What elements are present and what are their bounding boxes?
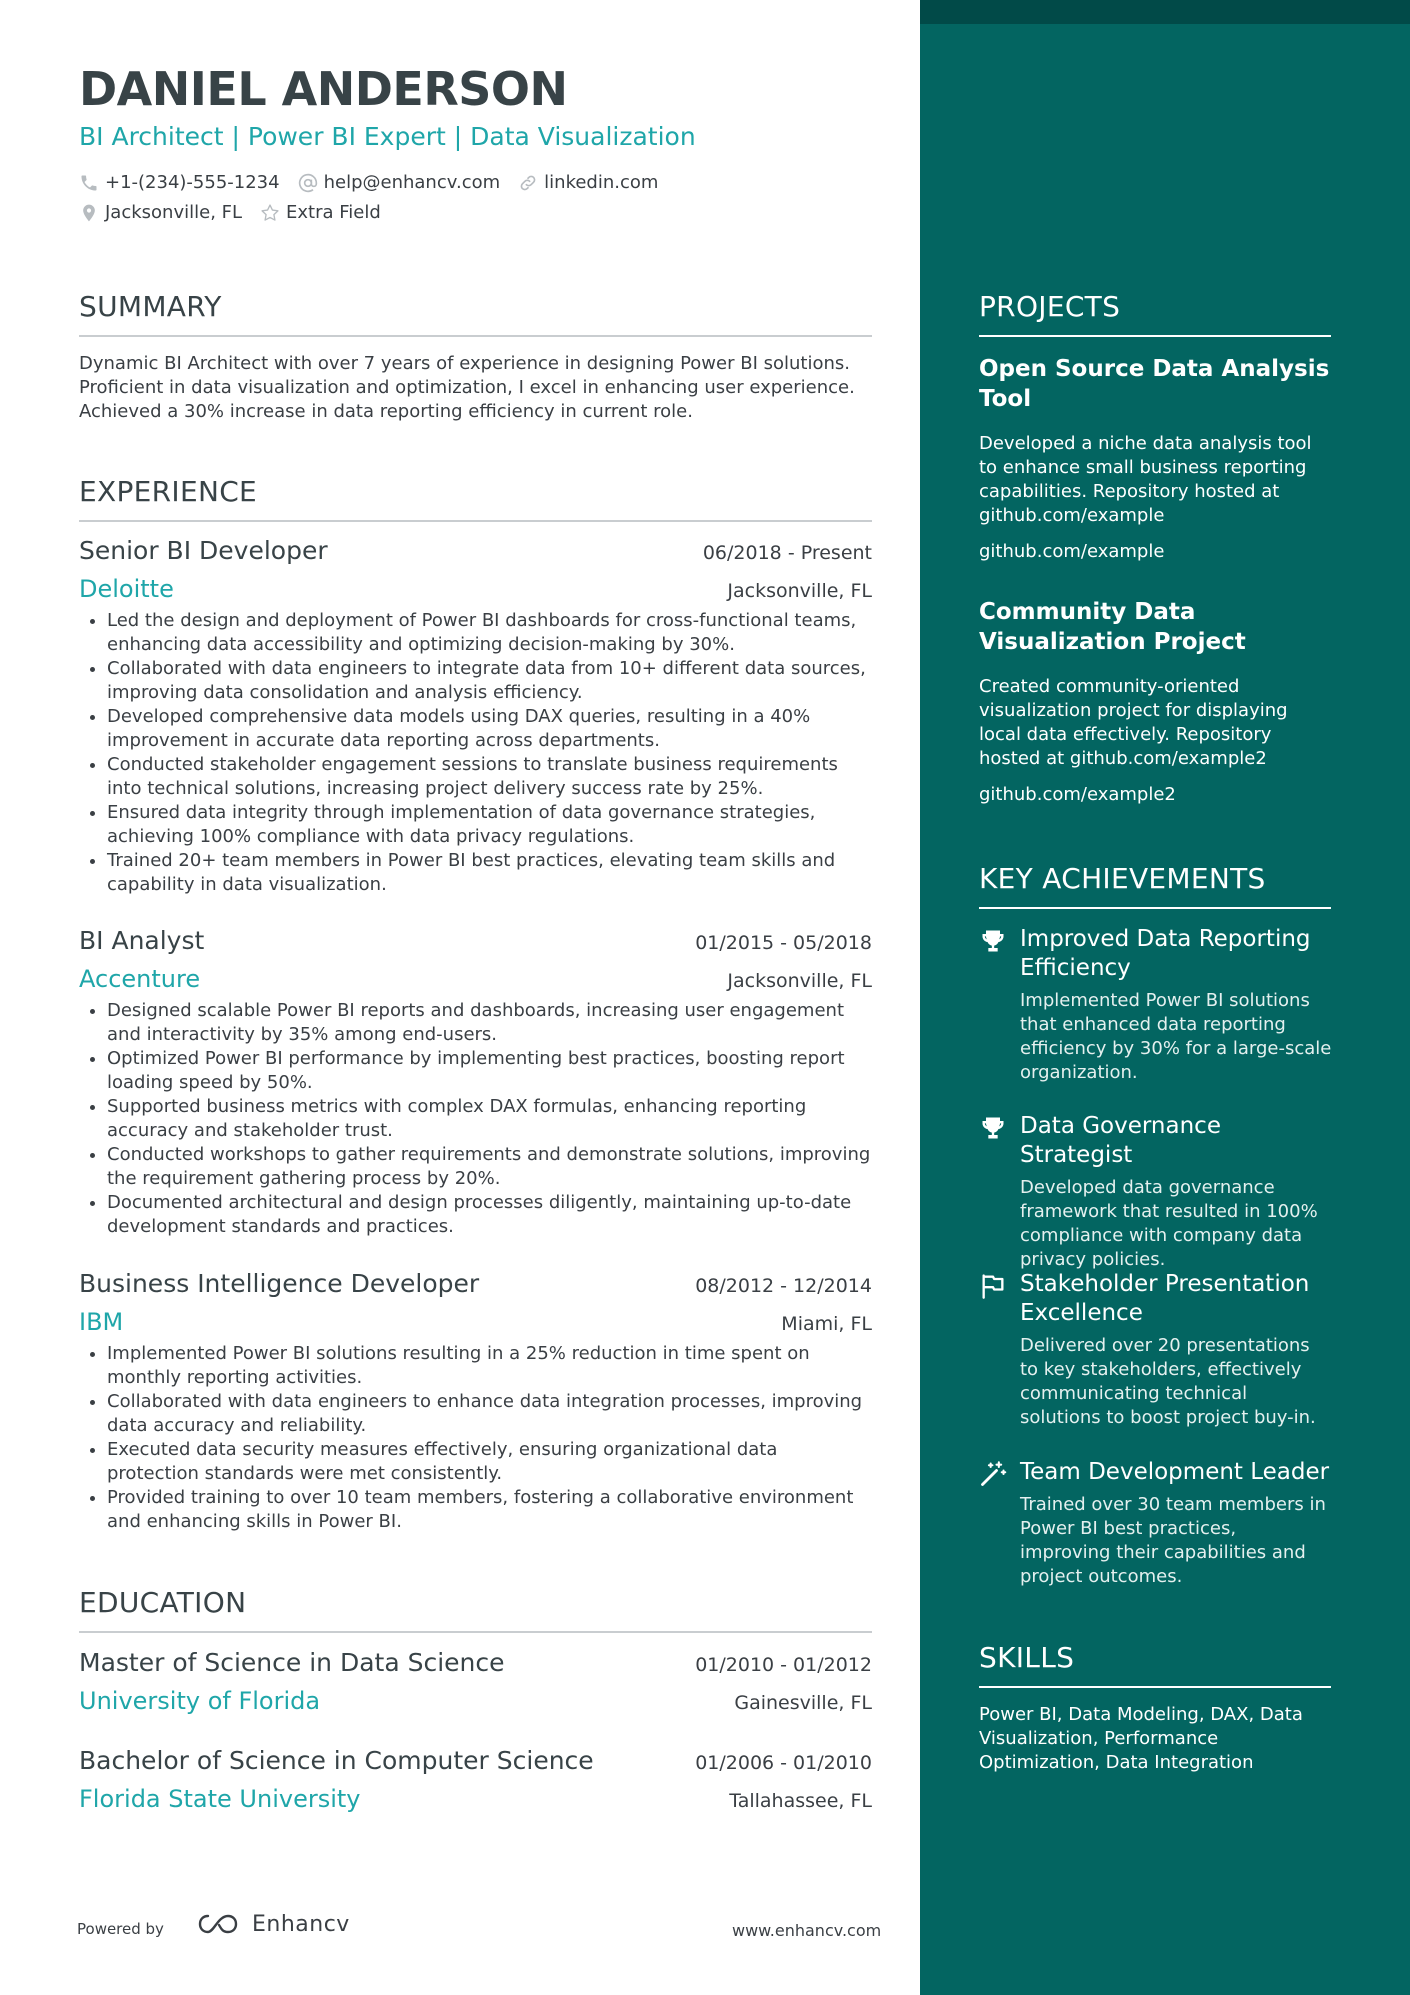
list-item: • Conducted stakeholder engagement sessions to translate business requirements into technical solutions, increasing project delivery success rate by 25%. [107,753,872,801]
list-item: • Implemented Power BI solutions resulting in a 25% reduction in time spent on monthly reporting activities. [107,1342,872,1390]
school-name: Florida State University [79,1785,361,1813]
infinity-logo-icon [196,1911,242,1937]
location-text: Jacksonville, FL [105,202,243,223]
project-title: Open Source Data Analysis Tool [979,356,1330,412]
achievement-entry [979,1270,1349,1430]
education-dates: 01/2006 - 01/2010 [695,1752,872,1774]
summary-heading: SUMMARY [79,290,872,337]
list-item: • Documented architectural and design processes diligently, maintaining up-to-date development standards and practices. [107,1191,872,1239]
sidebar-top-bar [920,0,1410,24]
list-item: • Optimized Power BI performance by implementing best practices, boosting report loading speed by 50%. [107,1047,872,1095]
star-icon [260,203,280,223]
list-item: • Provided training to over 10 team members, fostering a collaborative environment and enhancing skills in Power BI. [107,1486,872,1534]
achievement-entry [979,925,1349,1085]
job-entry [79,536,872,897]
candidate-name: DANIEL ANDERSON [79,62,568,116]
email-text: help@enhancv.com [323,172,501,193]
job-entry [79,1269,872,1534]
skills-text: Power BI, Data Modeling, DAX, Data Visualization, Performance Optimization, Data Integration [979,1704,1303,1773]
flag-icon [979,1272,1007,1300]
project-link[interactable]: github.com/example2 [979,784,1176,805]
list-item: • Developed comprehensive data models using DAX queries, resulting in a 40% improvement in accurate data reporting across departments. [107,705,872,753]
education-entry [79,1648,872,1715]
degree-title: Bachelor of Science in Computer Science [79,1746,594,1775]
list-item: • Led the design and deployment of Power BI dashboards for cross-functional teams, enhancing data accessibility and optimizing decision-making by 30%. [107,609,872,657]
list-item: • Conducted workshops to gather requirements and demonstrate solutions, improving the requirement gathering process by 20%. [107,1143,872,1191]
education-heading: EDUCATION [79,1586,872,1633]
experience-heading: EXPERIENCE [79,475,872,522]
list-item: • Supported business metrics with complex DAX formulas, enhancing reporting accuracy and stakeholder trust. [107,1095,872,1143]
project-entry [979,597,1331,807]
job-bullets [79,999,872,1239]
company-name: Accenture [79,965,201,993]
link-icon [518,173,538,193]
magic-wand-icon [979,1460,1007,1488]
list-item: • Collaborated with data engineers to enhance data integration processes, improving data accuracy and reliability. [107,1390,872,1438]
contact-phone[interactable] [79,172,280,193]
project-description: Developed a niche data analysis tool to enhance small business reporting capabilities. Repository hosted at github.com/example [979,433,1312,526]
company-name: Deloitte [79,575,174,603]
powered-by-label: Powered by [77,1920,164,1938]
achievement-description: Implemented Power BI solutions that enhanced data reporting efficiency by 30% for a large-scale organization. [1020,990,1332,1083]
enhancv-logo[interactable] [196,1911,350,1937]
contact-location [79,202,242,223]
sidebar [920,0,1410,1995]
skills-heading: SKILLS [979,1641,1331,1688]
list-item: • Collaborated with data engineers to integrate data from 10+ different data sources, improving data consolidation and analysis efficiency. [107,657,872,705]
link-text: linkedin.com [544,172,659,193]
degree-title: Master of Science in Data Science [79,1648,505,1677]
job-title: Senior BI Developer [79,536,328,565]
job-dates: 08/2012 - 12/2014 [695,1275,872,1297]
list-item: • Executed data security measures effectively, ensuring organizational data protection standards were met consistently. [107,1438,872,1486]
projects-heading: PROJECTS [979,290,1331,337]
job-title: BI Analyst [79,926,205,955]
education-entry [79,1746,872,1813]
trophy-icon [979,927,1007,955]
list-item: • Ensured data integrity through implementation of data governance strategies, achieving 100% compliance with data privacy regulations. [107,801,872,849]
job-location: Jacksonville, FL [727,970,872,992]
contact-link[interactable] [518,172,658,193]
extra-text: Extra Field [286,202,381,223]
project-entry [979,354,1331,564]
location-pin-icon [79,203,99,223]
job-dates: 01/2015 - 05/2018 [695,932,872,954]
candidate-headline: BI Architect | Power BI Expert | Data Visualization [79,122,696,151]
school-location: Gainesville, FL [734,1692,872,1714]
phone-icon [79,173,99,193]
summary-text: Dynamic BI Architect with over 7 years of experience in designing Power BI solutions. Proficient in data visualization and optimization, I excel in enhancing user experience. Achieved a 30% increase in data reporting efficiency in current role. [79,353,855,422]
achievement-description: Trained over 30 team members in Power BI best practices, improving their capabilities and project outcomes. [1020,1494,1326,1587]
achievement-description: Developed data governance framework that resulted in 100% compliance with company data privacy policies. [1020,1177,1318,1270]
achievements-heading: KEY ACHIEVEMENTS [979,862,1331,909]
contact-row-1 [79,172,658,193]
job-entry [79,926,872,1239]
list-item: • Designed scalable Power BI reports and dashboards, increasing user engagement and interactivity by 35% among end-users. [107,999,872,1047]
achievement-title: Stakeholder Presentation Excellence [1020,1271,1310,1326]
project-title: Community Data Visualization Project [979,599,1246,655]
job-title: Business Intelligence Developer [79,1269,480,1298]
list-item: • Trained 20+ team members in Power BI best practices, elevating team skills and capability in data visualization. [107,849,872,897]
brand-name: Enhancv [252,1911,350,1937]
achievement-title: Improved Data Reporting Efficiency [1020,926,1311,981]
company-name: IBM [79,1308,124,1336]
project-description: Created community-oriented visualization project for displaying local data effectively. Repository hosted at github.com/example2 [979,676,1288,769]
job-dates: 06/2018 - Present [702,542,872,564]
project-link[interactable]: github.com/example [979,541,1165,562]
job-location: Jacksonville, FL [727,580,872,602]
achievement-title: Team Development Leader [1020,1459,1330,1485]
contact-extra [260,202,381,223]
footer-url[interactable]: www.enhancv.com [732,1921,882,1940]
school-name: University of Florida [79,1687,321,1715]
job-bullets [79,609,872,897]
achievement-title: Data Governance Strategist [1020,1113,1221,1168]
job-bullets [79,1342,872,1534]
school-location: Tallahassee, FL [729,1790,872,1812]
education-dates: 01/2010 - 01/2012 [695,1654,872,1676]
trophy-icon [979,1114,1007,1142]
achievement-entry [979,1458,1349,1589]
achievement-description: Delivered over 20 presentations to key stakeholders, effectively communicating technical solutions to boost project buy-in. [1020,1335,1316,1428]
contact-email[interactable] [298,172,501,193]
job-location: Miami, FL [781,1313,872,1335]
phone-text: +1-(234)-555-1234 [105,172,280,193]
achievement-entry [979,1112,1349,1272]
at-sign-icon [298,173,318,193]
contact-row-2 [79,202,381,223]
